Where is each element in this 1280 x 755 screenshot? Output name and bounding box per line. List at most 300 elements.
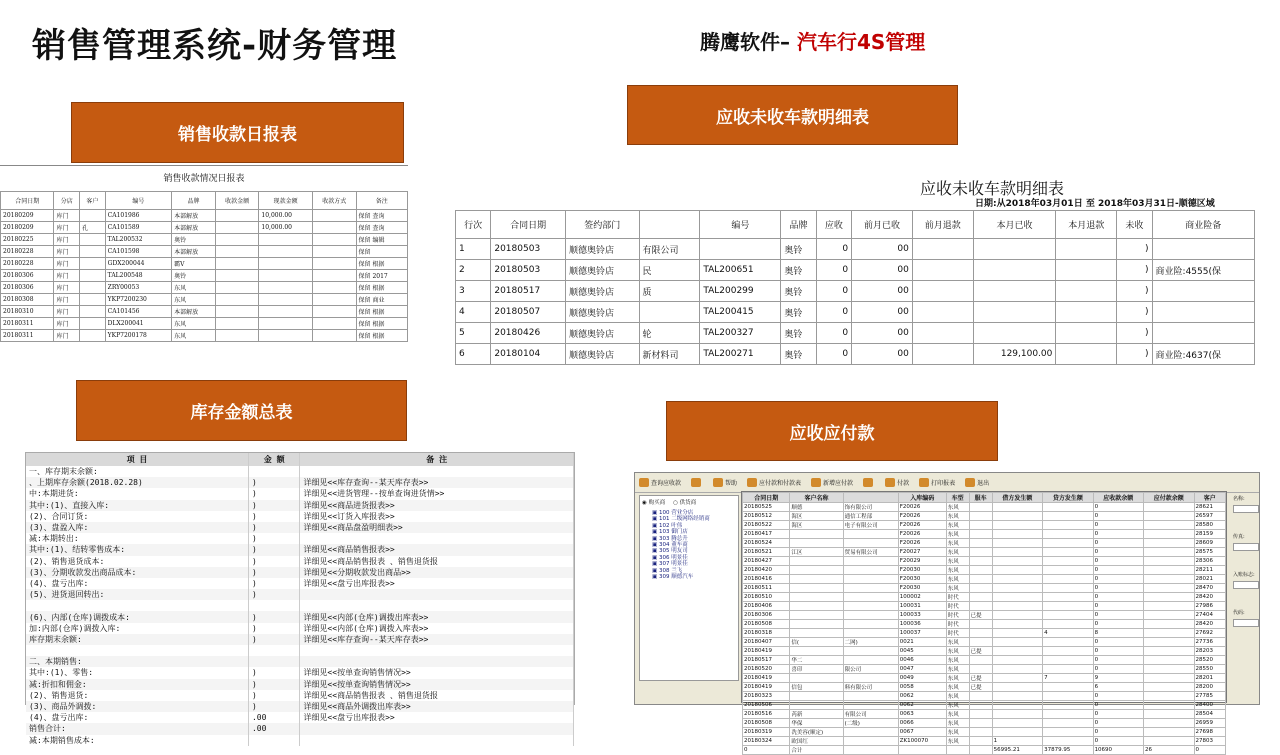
receivable-cell [790,557,843,566]
inventory-row [26,556,574,567]
report-caption: 应收未收车款明细表 [920,179,1065,198]
unreceived-cell [1152,281,1254,302]
receivable-cell: 已提 [969,683,992,692]
receivable-cell: 0 [1093,692,1143,701]
brand-prefix: 腾鹰软件– [700,30,797,54]
receivable-cell [1043,638,1093,647]
receivable-cell: 7 [1043,674,1093,683]
daily-header: 现款金额 [259,192,312,210]
toolbar-label: 应付款和付款表 [759,480,802,487]
toolbar-button[interactable] [747,478,801,487]
daily-cell: 保留 查询 [356,210,407,222]
receivable-cell [1144,656,1194,665]
side-field: 传真: [1233,533,1261,551]
inventory-header: 金 额 [248,453,299,466]
detail-side-panel [1233,495,1261,647]
unreceived-cell [912,281,973,302]
unreceived-row [456,260,1255,281]
unreceived-cell [912,323,973,344]
inventory-row [26,656,574,667]
receivable-cell [969,746,992,755]
receivable-cell [790,530,843,539]
daily-cell: 东风 [172,318,216,330]
receivable-cell [1043,503,1093,512]
unreceived-cell: 奥铃 [781,302,816,323]
unreceived-cell: ) [1117,260,1152,281]
toolbar-icon [919,478,929,487]
daily-cell [312,222,356,234]
receivable-cell: 江区 [790,548,843,557]
inventory-cell: (4)、盘亏出库: [26,578,248,589]
daily-cell [312,318,356,330]
inventory-cell: 其中:(1)、直接入库: [26,500,248,511]
unreceived-row [456,323,1255,344]
unreceived-cell: ) [1117,302,1152,323]
unreceived-cell: 6 [456,344,491,365]
radio-supplier[interactable]: ○ 供货商 [673,500,697,506]
receivable-cell [969,737,992,746]
receivable-cell: 饰有限公司 [843,503,898,512]
daily-cell: 库门 [54,246,80,258]
unreceived-cell: ) [1117,344,1152,365]
receivable-cell: 27698 [1194,728,1225,737]
receivable-cell [992,647,1042,656]
unreceived-header: 前月退款 [912,211,973,239]
unreceived-header: 合同日期 [491,211,566,239]
receivable-cell [969,593,992,602]
toolbar-button[interactable] [713,478,737,487]
receivable-cell: 东风 [946,512,969,521]
daily-row [1,294,408,306]
receivable-cell [992,548,1042,557]
customer-tree[interactable] [639,495,739,681]
daily-cell [215,294,259,306]
unreceived-header: 编号 [700,211,781,239]
toolbar-button[interactable] [965,478,989,487]
inventory-cell: (4)、盘亏出库: [26,712,248,723]
inventory-row [26,712,574,723]
receivable-cell [1043,683,1093,692]
receivable-cell [992,728,1042,737]
daily-cell: 20180209 [1,210,54,222]
unreceived-cell: 奥铃 [781,260,816,281]
side-input[interactable] [1233,619,1259,627]
receivable-cell: 28201 [1194,674,1225,683]
receivable-cell [1144,674,1194,683]
unreceived-cell: 顺德奥铃店 [566,281,640,302]
receivable-cell: 28306 [1194,557,1225,566]
inventory-cell: 详细见<<订货入库报表>> [300,511,574,522]
receivable-cell [992,575,1042,584]
unreceived-cell: 民 [639,260,700,281]
receivable-cell: 20180407 [743,638,790,647]
unreceived-header: 品牌 [781,211,816,239]
receivable-cell [843,737,898,746]
inventory-cell: 详细见<<商品外调拨出库表>> [300,701,574,712]
inventory-cell [248,645,299,656]
inventory-cell: ) [248,578,299,589]
receivable-cell: 东风 [946,575,969,584]
tree-node[interactable]: ▣ 308 兰飞 [652,567,683,574]
inventory-cell: 详细见<<盘亏出库报表>> [300,712,574,723]
receivable-row [743,521,1226,530]
inventory-cell [300,735,574,746]
unreceived-row [456,281,1255,302]
inventory-table [26,453,574,746]
receivable-header: 借方发生额 [992,493,1042,503]
unreceived-cell [1056,323,1117,344]
receivable-cell [1144,728,1194,737]
daily-cell: 20180308 [1,294,54,306]
receivable-cell: 东风 [946,539,969,548]
daily-header: 收款方式 [312,192,356,210]
receivable-cell: 4 [1043,629,1093,638]
tree-node[interactable]: ▣ 307 明景佳 [652,561,688,568]
unreceived-cell: 0 [816,323,851,344]
daily-cell: CA101589 [105,222,171,234]
toolbar-button[interactable] [919,478,955,487]
tree-node[interactable]: ▣ 103 御门店 [652,529,688,536]
receivable-cell: 20180419 [743,647,790,656]
daily-row [1,282,408,294]
unreceived-cell [639,302,700,323]
receivable-row [743,512,1226,521]
receivable-cell: 27404 [1194,611,1225,620]
daily-cell: 奥铃 [172,270,216,282]
receivable-cell: 0058 [898,683,946,692]
inventory-cell [300,533,574,544]
receivable-header: 贷方发生额 [1043,493,1093,503]
inventory-cell: 详细见<<进货管理--按单查询进货情>> [300,488,574,499]
inventory-row [26,533,574,544]
unreceived-cell: 2 [456,260,491,281]
daily-cell: 本部解放 [172,210,216,222]
receivable-cell [790,539,843,548]
receivable-cell: 28575 [1194,548,1225,557]
daily-cell [215,258,259,270]
toolbar-label: 新增应付款 [823,480,854,487]
receivable-cell: 东风 [946,692,969,701]
daily-cell [215,246,259,258]
receivable-cell [969,701,992,710]
receivable-cell: 时代 [946,629,969,638]
inventory-row [26,589,574,600]
receivable-cell: 通信工程部 [843,512,898,521]
receivable-cell [969,548,992,557]
receivable-cell: 20180427 [743,557,790,566]
receivable-cell: F20026 [898,521,946,530]
daily-row [1,270,408,282]
receivable-cell: 28520 [1194,656,1225,665]
inventory-cell: ) [248,679,299,690]
daily-cell [215,282,259,294]
receivable-cell: ZK100070 [898,737,946,746]
receivable-cell [1043,575,1093,584]
tree-node[interactable]: ▣ 303 腾总升 [652,535,688,542]
receivable-cell [1144,710,1194,719]
inventory-cell: ) [248,634,299,645]
inventory-cell: (6)、内部(仓库)调拨成本: [26,611,248,622]
receivable-cell: 28211 [1194,566,1225,575]
daily-cell [259,234,312,246]
receivable-header: 应付款余额 [1144,493,1194,503]
receivable-cell [992,611,1042,620]
unreceived-header: 本月退款 [1056,211,1117,239]
receivable-cell: 26597 [1194,512,1225,521]
inventory-row [26,488,574,499]
receivable-cell: 0 [1194,746,1225,755]
tree-node[interactable]: ▣ 101 二级网络经销商 [652,516,710,523]
inventory-summary-label: 库存金额总表 [76,380,407,441]
daily-row [1,258,408,270]
receivable-cell: 东风 [946,710,969,719]
daily-row [1,222,408,234]
daily-cell [312,258,356,270]
unreceived-cell: 顺德奥铃店 [566,260,640,281]
daily-cell [80,258,106,270]
receivable-cell: 0 [1093,539,1143,548]
receivable-header: 客户名称 [790,493,843,503]
receivable-cell [1144,566,1194,575]
receivable-cell: 东风 [946,548,969,557]
receivable-cell [969,503,992,512]
inventory-cell: 减:本期销售成本: [26,735,248,746]
receivable-cell: 26959 [1194,719,1225,728]
receivable-cell: 0 [1093,530,1143,539]
side-input[interactable] [1233,505,1259,513]
receivable-cell [1043,548,1093,557]
tree-node[interactable]: ▣ 304 董车商 [652,542,688,549]
receivable-cell [1043,692,1093,701]
report-caption: 销售收款情况日报表 [163,174,245,184]
receivable-cell: 20180516 [743,710,790,719]
inventory-row [26,623,574,634]
receivable-cell: 时代 [946,620,969,629]
unreceived-header: 行次 [456,211,491,239]
toolbar-button[interactable] [863,478,875,487]
daily-cell: 20180311 [1,318,54,330]
receivable-cell: 0 [1093,647,1143,656]
toolbar-label: 帮助 [725,480,738,487]
unreceived-header: 未收 [1117,211,1152,239]
inventory-row [26,567,574,578]
unreceived-cell [1056,260,1117,281]
toolbar-icon [639,478,649,487]
tree-node[interactable]: ▣ 309 顺德汽车 [652,574,694,581]
receivable-cell: 0 [1093,593,1143,602]
side-input[interactable] [1233,543,1259,551]
receivable-cell: 东风 [946,737,969,746]
side-input[interactable] [1233,581,1259,589]
daily-header: 品牌 [172,192,216,210]
receivable-cell: 0 [1093,566,1143,575]
toolbar-button[interactable] [885,478,909,487]
receivable-cell: 东风 [946,647,969,656]
daily-cell [215,318,259,330]
receivable-cell [790,620,843,629]
receivable-cell: 华保 [790,719,843,728]
toolbar-label: 退出 [977,480,990,487]
receivable-cell: 28470 [1194,584,1225,593]
daily-cell [259,318,312,330]
receivable-header: 合同日期 [743,493,790,503]
receivable-cell [1144,701,1194,710]
receivable-cell [1144,512,1194,521]
receivable-cell: 0063 [898,710,946,719]
receivable-cell: 东风 [946,701,969,710]
inventory-cell: 、上期库存余额(2018.02.28) [26,477,248,488]
unreceived-cell: ) [1117,323,1152,344]
receivable-cell: 100036 [898,620,946,629]
daily-cell [80,330,106,342]
unreceived-cell: 20180503 [491,260,566,281]
receivable-cell [969,557,992,566]
receivable-cell [843,611,898,620]
receivable-cell: 芮新 [790,710,843,719]
receivable-cell: 28021 [1194,575,1225,584]
daily-cell: 东风 [172,282,216,294]
unreceived-cell: 顺德奥铃店 [566,344,640,365]
unreceived-cell [1152,323,1254,344]
unreceived-cell: 4 [456,302,491,323]
receivable-cell [790,593,843,602]
toolbar-button[interactable] [811,478,853,487]
receivable-cell: 8 [1093,629,1143,638]
side-field: 名称: [1233,495,1261,513]
receivable-cell [843,539,898,548]
daily-cell: DLX200041 [105,318,171,330]
receivable-cell: 时代 [946,611,969,620]
unreceived-cell [1056,344,1117,365]
receivable-cell: 0 [1093,557,1143,566]
receivable-cell: 28420 [1194,593,1225,602]
receivable-cell: 已提 [969,674,992,683]
receivable-cell [992,503,1042,512]
receivable-cell: 28203 [1194,647,1225,656]
daily-cell [312,210,356,222]
daily-cell [215,222,259,234]
unreceived-cell: TAL200415 [700,302,781,323]
inventory-row [26,611,574,622]
unreceived-cell: 顺德奥铃店 [566,239,640,260]
inventory-row [26,600,574,611]
unreceived-cell: 00 [852,344,913,365]
receivable-cell [969,620,992,629]
toolbar-icon [747,478,757,487]
receivable-cell: 限公司 [843,665,898,674]
receivable-cell: 28400 [1194,701,1225,710]
unreceived-cell: 00 [852,302,913,323]
daily-cell: 库门 [54,258,80,270]
brand-highlight: 汽车行4S管理 [796,30,926,54]
receivable-row [743,548,1226,557]
daily-cell [312,330,356,342]
receivable-cell: 28550 [1194,665,1225,674]
receivable-cell [1144,503,1194,512]
receivable-cell [843,575,898,584]
inventory-cell: (2)、销售退货成本: [26,556,248,567]
daily-cell: 保留 编辑 [356,234,407,246]
tree-node[interactable]: ▣ 306 明景佳 [652,554,688,561]
receivable-cell [790,611,843,620]
inventory-cell [300,466,574,477]
daily-cell [259,246,312,258]
daily-cell: 10,000.00 [259,222,312,234]
inventory-cell: ) [248,623,299,634]
brand-text [700,26,925,55]
tree-node[interactable]: ▣ 102 叶伟 [652,522,683,529]
daily-cell: 霸V [172,258,216,270]
inventory-cell: ) [248,690,299,701]
unreceived-cell: 顺德奥铃店 [566,302,640,323]
receivable-cell: 时代 [946,593,969,602]
daily-cell [259,270,312,282]
daily-cell: CA101986 [105,210,171,222]
receivable-cell [1144,683,1194,692]
tree-node[interactable]: ▣ 305 明友司 [652,548,688,555]
unreceived-cell: 00 [852,323,913,344]
receivable-cell [969,692,992,701]
daily-cell [259,306,312,318]
receivable-row [743,746,1226,755]
unreceived-header [639,211,700,239]
radio-buyer[interactable]: ◉ 购买商 [642,500,666,506]
receivable-cell: F20030 [898,584,946,593]
receivable-cell: 0 [1093,602,1143,611]
receivable-cell: 0 [1093,710,1143,719]
inventory-cell: ) [248,488,299,499]
receivable-cell: 28504 [1194,710,1225,719]
receivable-cell: 20180521 [743,548,790,557]
receivable-cell [843,692,898,701]
toolbar-icon [885,478,895,487]
daily-cell: 保留 根据 [356,258,407,270]
toolbar-button[interactable] [639,478,681,487]
inventory-cell: 详细见<<商品进货报表>> [300,500,574,511]
unreceived-cell: 奥铃 [781,239,816,260]
receivable-cell: 0 [1093,728,1143,737]
receivable-cell [946,746,969,755]
receivable-cell: 东风 [946,674,969,683]
receivable-cell: 27803 [1194,737,1225,746]
receivable-cell [992,593,1042,602]
receivable-cell: 顺德 [790,503,843,512]
inventory-cell: 二、本期销售: [26,656,248,667]
inventory-cell: ) [248,500,299,511]
receivable-cell: 海区 [790,521,843,530]
receivable-cell: 10690 [1093,746,1143,755]
receivable-cell [790,647,843,656]
toolbar-button[interactable] [691,478,703,487]
unreceived-cell: 0 [816,302,851,323]
inventory-cell: (2)、销售退货: [26,690,248,701]
inventory-cell: 详细见<<商品销售报表>> [300,544,574,555]
receivable-cell: 0066 [898,719,946,728]
receivable-cell: 冼美容(顺定) [790,728,843,737]
receivable-grid[interactable] [741,491,1227,754]
unreceived-cell [912,260,973,281]
tree-node[interactable]: ▣ 100 营业分店 [652,510,694,516]
receivable-cell: 20180525 [743,503,790,512]
inventory-row [26,578,574,589]
daily-cell [215,234,259,246]
receivable-cell [1144,737,1194,746]
daily-cell [80,294,106,306]
receivable-cell: 20180306 [743,611,790,620]
receivable-header: 客户 [1194,493,1225,503]
receivable-cell [1043,647,1093,656]
daily-cell: CA101456 [105,306,171,318]
